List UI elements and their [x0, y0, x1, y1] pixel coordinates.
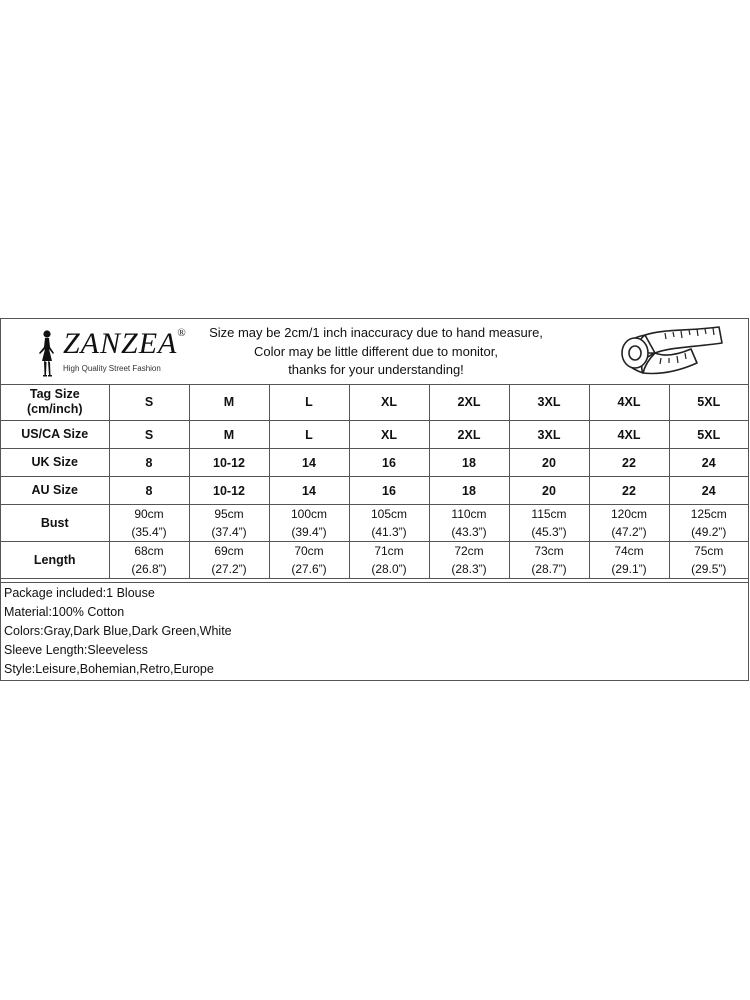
- measuring-tape-icon: [615, 325, 725, 379]
- table-cell: 20: [509, 477, 589, 505]
- notice-line: thanks for your understanding!: [288, 362, 464, 377]
- table-cell: 95cm (37.4”): [189, 505, 269, 542]
- table-cell: 70cm (27.6”): [269, 542, 349, 579]
- table-cell: S: [109, 421, 189, 449]
- registered-mark: ®: [177, 327, 187, 339]
- table-cell: 8: [109, 477, 189, 505]
- table-cell: S: [109, 384, 189, 421]
- size-chart-header: [1, 319, 748, 385]
- table-cell: 4XL: [589, 384, 669, 421]
- table-cell: 120cm (47.2”): [589, 505, 669, 542]
- table-cell: 16: [349, 449, 429, 477]
- row-label-tag-size: Tag Size (cm/inch): [1, 384, 109, 421]
- measurement-notice: [191, 324, 561, 380]
- notice-line: Size may be 2cm/1 inch inaccuracy due to hand measure,: [209, 325, 543, 340]
- table-cell: 74cm (29.1”): [589, 542, 669, 579]
- row-label-bust: Bust: [1, 505, 109, 542]
- table-cell: 10-12: [189, 449, 269, 477]
- table-cell: 3XL: [509, 421, 589, 449]
- table-cell: 4XL: [589, 421, 669, 449]
- table-cell: 16: [349, 477, 429, 505]
- table-cell: 2XL: [429, 384, 509, 421]
- table-cell: 14: [269, 449, 349, 477]
- table-cell: XL: [349, 421, 429, 449]
- table-cell: 2XL: [429, 421, 509, 449]
- table-cell: M: [189, 384, 269, 421]
- row-label-uk-size: UK Size: [1, 449, 109, 477]
- table-cell: 125cm (49.2”): [669, 505, 748, 542]
- detail-package: Package included:1 Blouse: [4, 586, 155, 600]
- woman-silhouette-icon: [33, 329, 59, 379]
- size-chart: [0, 318, 749, 681]
- table-cell: 20: [509, 449, 589, 477]
- table-cell: 22: [589, 449, 669, 477]
- table-row-tag-size: [1, 384, 748, 421]
- table-cell: 110cm (43.3”): [429, 505, 509, 542]
- table-cell: 73cm (28.7”): [509, 542, 589, 579]
- table-cell: 18: [429, 449, 509, 477]
- brand-name: ZANZEA®: [63, 327, 187, 360]
- detail-style: Style:Leisure,Bohemian,Retro,Europe: [4, 662, 214, 676]
- table-cell: L: [269, 421, 349, 449]
- table-cell: M: [189, 421, 269, 449]
- table-row-uk-size: [1, 449, 748, 477]
- table-cell: 8: [109, 449, 189, 477]
- row-label-au-size: AU Size: [1, 477, 109, 505]
- table-cell: 105cm (41.3”): [349, 505, 429, 542]
- notice-line: Color may be little different due to monitor,: [254, 343, 498, 359]
- table-cell: 68cm (26.8”): [109, 542, 189, 579]
- table-cell: 75cm (29.5”): [669, 542, 748, 579]
- table-cell: 5XL: [669, 384, 748, 421]
- table-cell: 115cm (45.3”): [509, 505, 589, 542]
- detail-colors: Colors:Gray,Dark Blue,Dark Green,White: [4, 624, 232, 638]
- table-row-length: [1, 542, 748, 579]
- table-cell: 71cm (28.0”): [349, 542, 429, 579]
- product-details: [1, 582, 748, 679]
- table-cell: 100cm (39.4”): [269, 505, 349, 542]
- table-cell: 10-12: [189, 477, 269, 505]
- table-cell: L: [269, 384, 349, 421]
- table-cell: XL: [349, 384, 429, 421]
- table-cell: 3XL: [509, 384, 589, 421]
- brand-tagline: High Quality Street Fashion: [63, 364, 161, 373]
- table-cell: 90cm (35.4”): [109, 505, 189, 542]
- detail-material: Material:100% Cotton: [4, 605, 125, 619]
- table-row-bust: [1, 505, 748, 542]
- table-cell: 5XL: [669, 421, 748, 449]
- table-cell: 14: [269, 477, 349, 505]
- table-row-us-ca-size: [1, 421, 748, 449]
- table-cell: 24: [669, 477, 748, 505]
- table-cell: 18: [429, 477, 509, 505]
- row-label-length: Length: [1, 542, 109, 579]
- table-cell: 22: [589, 477, 669, 505]
- size-table: [1, 384, 748, 579]
- table-cell: 69cm (27.2”): [189, 542, 269, 579]
- table-cell: 24: [669, 449, 748, 477]
- table-row-au-size: [1, 477, 748, 505]
- brand-logo: [29, 325, 189, 381]
- table-cell: 72cm (28.3”): [429, 542, 509, 579]
- detail-sleeve-length: Sleeve Length:Sleeveless: [4, 643, 148, 657]
- row-label-us-ca-size: US/CA Size: [1, 421, 109, 449]
